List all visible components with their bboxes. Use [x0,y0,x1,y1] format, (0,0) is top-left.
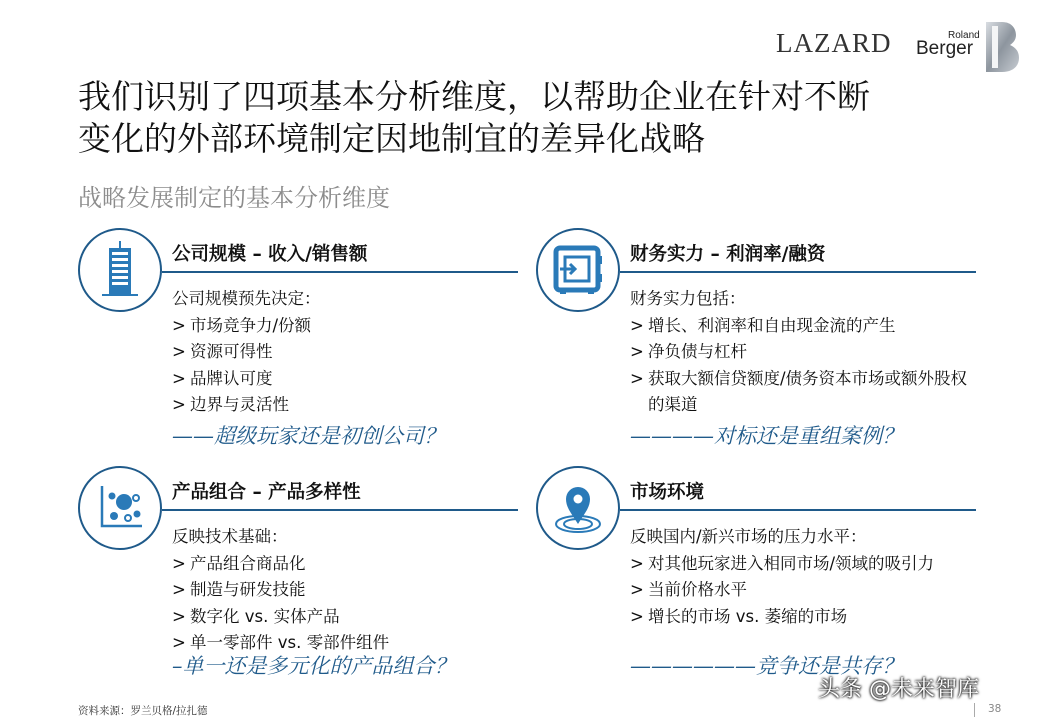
list-item: > 增长、利润率和自由现金流的产生 [630,313,974,340]
quadrant-question: ————对标还是重组案例？ [630,424,903,448]
circle-frame [536,228,620,312]
quadrant-intro: 反映技术基础： [172,527,288,546]
quadrant-body [630,286,974,419]
quadrant-intro: 公司规模预先决定： [172,289,321,308]
quadrant-question: ——————竞争还是共存？ [630,654,903,678]
building-icon [80,230,160,310]
circle-frame [78,466,162,550]
lazard-logo: LAZARD [776,28,892,58]
title-line-2: 变化的外部环境制定因地制宜的差异化战略 [78,119,705,158]
quadrant-product-portfolio [78,466,518,676]
page-divider [974,703,975,717]
title-line-1: 我们识别了四项基本分析维度，以帮助企业在针对不断 [78,77,870,116]
quadrant-title: 市场环境 [630,482,705,503]
divider-line [162,509,518,511]
list-item: > 数字化 vs. 实体产品 [172,604,516,631]
bullet-list [172,313,516,419]
bullet-list [172,551,516,657]
quadrant-question: –单一还是多元化的产品组合？ [172,654,456,678]
watermark: 头条 @未来智库 [818,677,979,702]
b-mark-icon [982,20,1022,72]
list-item: > 产品组合商品化 [172,551,516,578]
roland-text: Roland [948,30,980,41]
quadrant-question: ——超级玩家还是初创公司？ [172,424,445,448]
list-item: > 增长的市场 vs. 萎缩的市场 [630,604,974,631]
quadrant-title: 财务实力 – 利润率/融资 [630,244,826,265]
circle-frame [78,228,162,312]
quadrant-financial-strength [536,228,976,448]
bullet-list [630,551,974,631]
quadrant-title: 产品组合 – 产品多样性 [172,482,361,503]
list-item: > 净负债与杠杆 [630,339,974,366]
list-item: > 品牌认可度 [172,366,516,393]
quadrant-body [630,524,974,630]
list-item: > 制造与研发技能 [172,577,516,604]
safe-icon [538,230,618,310]
source-note: 资料来源：罗兰贝格/拉扎德 [78,705,208,717]
list-item: > 边界与灵活性 [172,392,516,419]
bullet-list [630,313,974,419]
page-title [78,76,978,160]
divider-line [162,271,518,273]
divider-line [620,509,976,511]
location-pin-icon [538,468,618,548]
list-item: > 市场竞争力/份额 [172,313,516,340]
bubbles-icon [80,468,160,548]
list-item: > 对其他玩家进入相同市场/领域的吸引力 [630,551,974,578]
quadrant-company-size [78,228,518,448]
quadrant-intro: 财务实力包括： [630,289,746,308]
quadrant-market-environment [536,466,976,676]
list-item: > 单一零部件 vs. 零部件组件 [172,630,516,657]
page-number: 38 [988,703,1002,715]
circle-frame [536,466,620,550]
quadrant-body [172,524,516,657]
quadrant-title: 公司规模 – 收入/销售额 [172,244,368,265]
list-item: > 资源可得性 [172,339,516,366]
list-item: > 当前价格水平 [630,577,974,604]
quadrant-intro: 反映国内/新兴市场的压力水平： [630,527,867,546]
list-item: > 获取大额信贷额度/债务资本市场或额外股权的渠道 [630,366,974,419]
berger-text: Berger [916,38,974,59]
page-subtitle: 战略发展制定的基本分析维度 [78,184,390,212]
roland-berger-logo [916,30,1020,74]
divider-line [620,271,976,273]
quadrant-body [172,286,516,419]
